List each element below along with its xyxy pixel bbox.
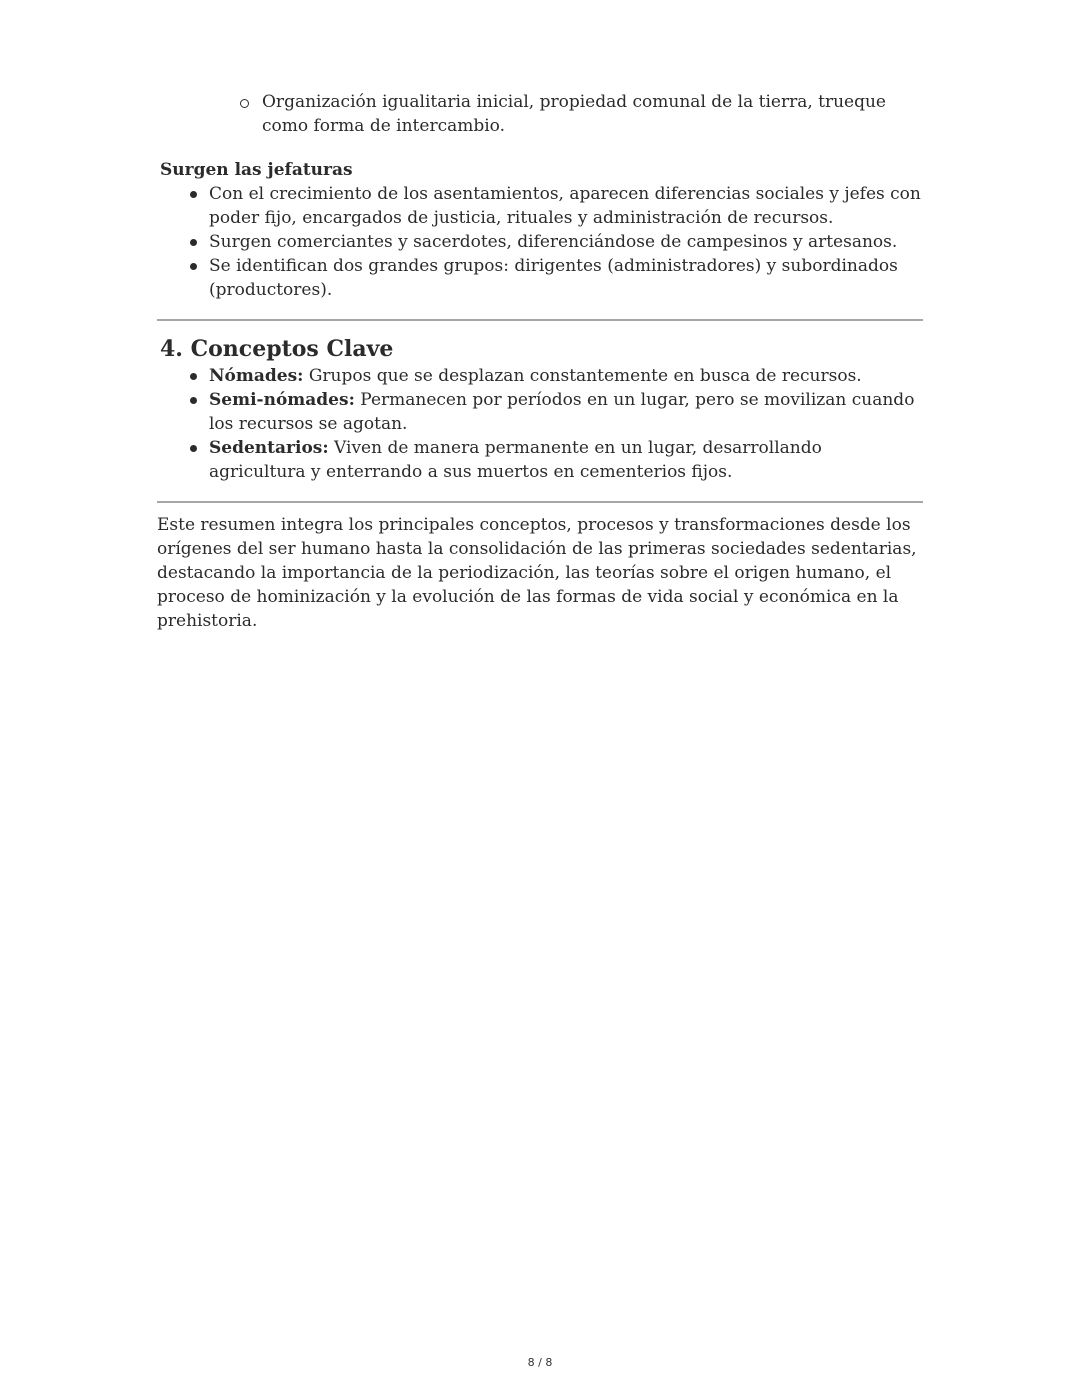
- concept-definition: Permanecen por períodos en un lugar, pero se movilizan cuando los recursos se agotan.: [209, 390, 915, 434]
- list-item: Se identifican dos grandes grupos: dirigentes (administradores) y subordinados (productores).: [209, 254, 923, 302]
- sublist-item: Organización igualitaria inicial, propiedad comunal de la tierra, trueque como forma de intercambio.: [262, 90, 923, 138]
- concept-definition: Grupos que se desplazan constantemente en busca de recursos.: [303, 366, 862, 386]
- concept-term: Semi-nómades:: [209, 390, 355, 410]
- concept-term: Sedentarios:: [209, 438, 329, 458]
- conceptos-list: [157, 364, 923, 484]
- jefaturas-heading: Surgen las jefaturas: [160, 160, 353, 180]
- concept-definition: Viven de manera permanente en un lugar, desarrollando agricultura y enterrando a sus muertos en cementerios fijos.: [209, 438, 822, 482]
- page-number: 8 / 8: [527, 1356, 553, 1369]
- summary-paragraph: Este resumen integra los principales conceptos, procesos y transformaciones desde los orígenes del ser humano hasta la consolidación de las primeras sociedades sedentarias, destacando la importancia de la periodización, las teorías sobre el origen humano, el proceso de hominización y la evolución de las formas de vida social y económica en la prehistoria.: [157, 515, 917, 631]
- section-title: 4. Conceptos Clave: [160, 336, 394, 362]
- concept-item-semi-nomades: [209, 388, 923, 436]
- list-item: Con el crecimiento de los asentamientos, aparecen diferencias sociales y jefes con poder fijo, encargados de justicia, rituales y administración de recursos.: [209, 182, 923, 230]
- jefaturas-list: [157, 182, 923, 302]
- page-content: [157, 90, 923, 650]
- concept-term: Nómades:: [209, 366, 304, 386]
- section-divider: [157, 501, 923, 503]
- continued-sublist: [157, 90, 923, 138]
- concept-item-nomades: [209, 364, 923, 388]
- list-item: Surgen comerciantes y sacerdotes, diferenciándose de campesinos y artesanos.: [209, 230, 923, 254]
- concept-item-sedentarios: [209, 436, 923, 484]
- section-divider: [157, 319, 923, 321]
